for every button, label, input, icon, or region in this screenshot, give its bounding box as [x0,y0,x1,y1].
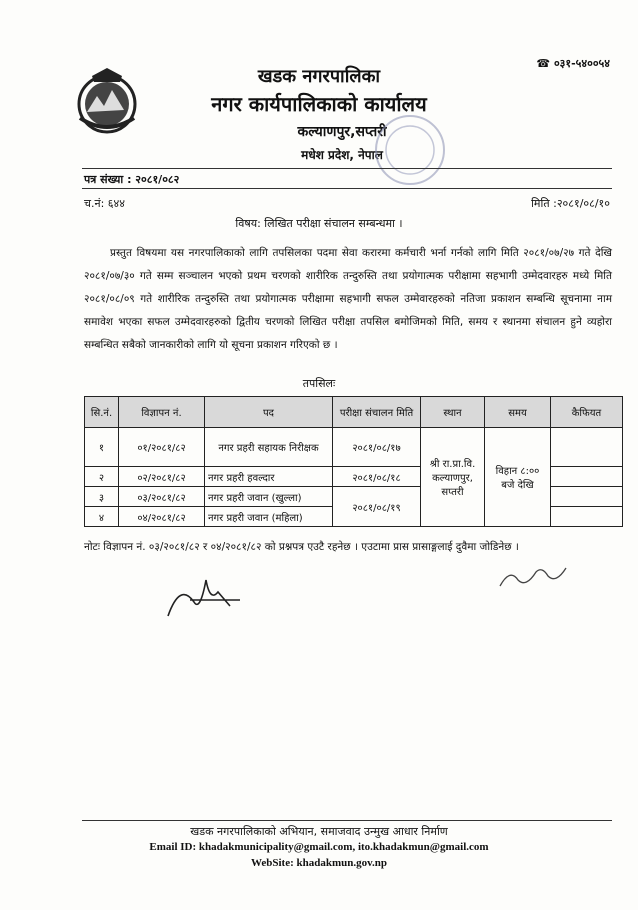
table-row [85,428,623,467]
cell-ad-no: ०४/२०८१/८२ [119,507,205,527]
cell-remarks [551,428,623,467]
notice-body: प्रस्तुत विषयमा यस नगरपालिकाको लागि तपसिलका पदमा सेवा करारमा कर्मचारी भर्ना गर्नको लागि मिति २०८१/०७/२७ गते देखि २०८१/०७/३० गते सम्म सञ्चालन भएको प्रथम चरणको शारीरिक तन्दुरुस्ति तथा प्रयोगात्मक परीक्षामा सहभागी उम्मेदवारहरु मध्ये मिति २०८१/०८/०९ गते शारीरिक तन्दुरुस्ति तथा प्रयोगात्मक परीक्षामा सहभागी सफल उम्मेवारहरुको नतिजा प्रकाशन सम्बन्धि सूचनामा नाम समावेश भएका सफल उम्मेदवारहरुको द्वितीय चरणको लिखित परीक्षा तपसिल बमोजिमको मिति, समय र स्थानमा संचालन हुने व्यहोरा सम्बन्धित सबैको जानकारीको लागि यो सूचना प्रकाशन गरिएको छ । [84,247,612,351]
letter-date: मिति :२०८१/०८/१० [531,197,610,210]
cell-venue: श्री रा.प्रा.वि. कल्याणपुर, सप्तरी [421,428,485,527]
footer-website: WebSite: khadakmun.gov.np [250,857,388,869]
header-sn: सि.नं. [85,397,119,428]
office-name: नगर कार्यपालिकाको कार्यालय [211,92,427,116]
office-location: कल्याणपुर,सप्तरी [297,124,387,140]
cell-exam-date: २०८१/०८/१७ [333,428,421,467]
header-time: समय [485,397,551,428]
cell-exam-date: २०८१/०८/१८ [333,467,421,487]
header-ad-no: विज्ञापन नं. [119,397,205,428]
cell-sn: ४ [85,507,119,527]
footer-divider [82,820,612,821]
cell-post: नगर प्रहरी सहायक निरीक्षक [205,428,333,467]
header-remarks: कैफियत [551,397,623,428]
cell-post: नगर प्रहरी हवल्दार [205,467,333,487]
cell-ad-no: ०१/२०८१/८२ [119,428,205,467]
cell-ad-no: ०२/२०८१/८२ [119,467,205,487]
letter-divider [82,188,612,189]
cell-sn: ३ [85,487,119,507]
cell-ad-no: ०३/२०८१/८२ [119,487,205,507]
cell-time: विहान ८:०० बजे देखि [485,428,551,527]
cell-sn: २ [85,467,119,487]
cell-sn: १ [85,428,119,467]
dispatch-number: च.नं: ६४४ [84,197,125,210]
province-name: मधेश प्रदेश, नेपाल [301,148,383,162]
cell-post: नगर प्रहरी जवान (महिला) [205,507,333,527]
signature-left-icon [160,572,250,622]
signature-right-icon [496,562,576,592]
office-stamp-icon [372,112,448,188]
table-header-row [85,397,623,428]
cell-exam-date-merged: २०८१/०८/१९ [333,487,421,527]
letter-number: पत्र संख्या : २०८१/०८२ [84,173,180,186]
cell-remarks [551,507,623,527]
cell-post: नगर प्रहरी जवान (खुल्ला) [205,487,333,507]
footer-email: Email ID: khadakmunicipality@gmail.com, ito.khadakmun@gmail.com [149,841,489,853]
org-name: खडक नगरपालिका [257,66,381,87]
subject-line: विषय: लिखित परीक्षा संचालन सम्बन्धमा । [235,217,403,230]
exam-schedule-table [84,396,623,527]
header-venue: स्थान [421,397,485,428]
header-divider [82,168,612,169]
phone-number: ☎ ०३१-५४००५४ [536,57,610,70]
footer-slogan: खडक नगरपालिकाको अभियान, समाजवाद उन्मुख आधार निर्माण [190,825,448,838]
note-text: नोटः विज्ञापन नं. ०३/२०८१/८२ र ०४/२०८१/८२ को प्रश्नपत्र एउटै रहनेछ । एउटामा प्रास प्रासाङ्गलाई दुवैमा जोडिनेछ । [84,541,519,553]
table-title: तपसिलः [302,377,336,390]
cell-remarks [551,467,623,487]
header-post: पद [205,397,333,428]
header-exam-date: परीक्षा संचालन मिति [333,397,421,428]
cell-remarks [551,487,623,507]
